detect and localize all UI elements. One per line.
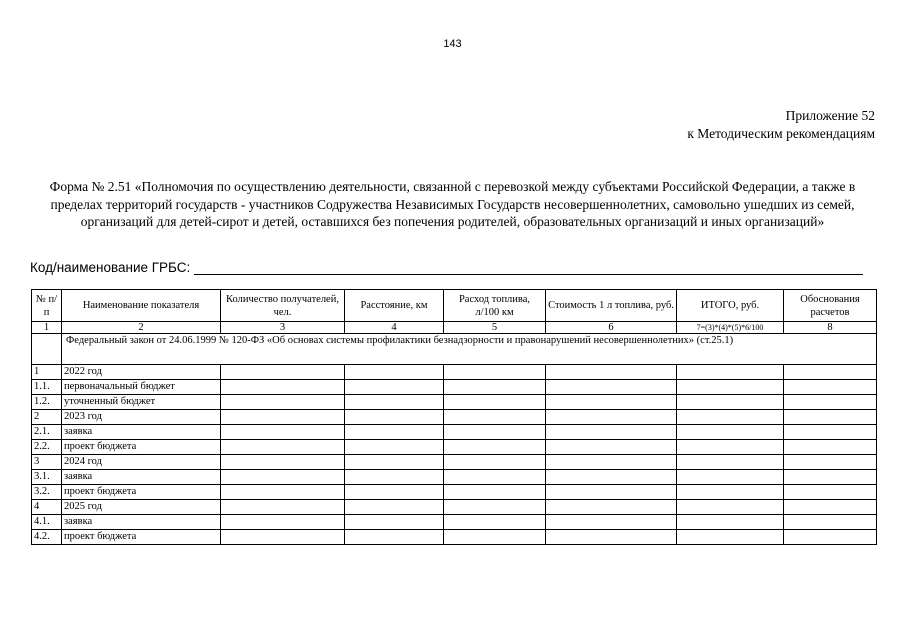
cell-distance[interactable] (345, 515, 444, 530)
cell-total[interactable] (677, 530, 784, 545)
form-table (31, 289, 877, 545)
cell-justification[interactable] (784, 425, 877, 440)
row-number: 3.2. (32, 485, 62, 500)
cell-total[interactable] (677, 485, 784, 500)
table-row (32, 500, 877, 515)
cell-fuel-consumption[interactable] (444, 500, 546, 515)
row-name: заявка (62, 470, 221, 485)
cell-recipients[interactable] (221, 380, 345, 395)
cell-justification[interactable] (784, 410, 877, 425)
cell-fuel-cost[interactable] (546, 485, 677, 500)
row-name: 2025 год (62, 500, 221, 515)
row-number: 1.2. (32, 395, 62, 410)
cell-justification[interactable] (784, 380, 877, 395)
cell-fuel-consumption[interactable] (444, 530, 546, 545)
row-number: 1.1. (32, 380, 62, 395)
table-row (32, 485, 877, 500)
table-row (32, 365, 877, 380)
table-row (32, 380, 877, 395)
column-number: 6 (546, 322, 677, 334)
cell-justification[interactable] (784, 485, 877, 500)
cell-fuel-consumption[interactable] (444, 470, 546, 485)
cell-distance[interactable] (345, 410, 444, 425)
cell-distance[interactable] (345, 500, 444, 515)
row-number: 2 (32, 410, 62, 425)
header-distance: Расстояние, км (345, 290, 444, 322)
row-name: проект бюджета (62, 485, 221, 500)
law-row (32, 334, 877, 365)
cell-fuel-cost[interactable] (546, 380, 677, 395)
row-name: заявка (62, 425, 221, 440)
cell-justification[interactable] (784, 470, 877, 485)
header-total: ИТОГО, руб. (677, 290, 784, 322)
table-row (32, 515, 877, 530)
cell-fuel-cost[interactable] (546, 440, 677, 455)
form-title: Форма № 2.51 «Полномочия по осуществлению деятельности, связанной с перевозкой между субъектами Российской Федерации, а также в пределах территорий государств - участников Содружества Независимых Государств несовершеннолетних, самовольно ушедших из семей, организаций для детей-сирот и детей, оставшихся без попечения родителей, образовательных организаций и иных организаций» (49, 179, 856, 229)
cell-recipients[interactable] (221, 485, 345, 500)
table-row (32, 410, 877, 425)
cell-total[interactable] (677, 455, 784, 470)
cell-fuel-consumption[interactable] (444, 365, 546, 380)
row-name: 2024 год (62, 455, 221, 470)
header-justification: Обоснования расчетов (784, 290, 877, 322)
table-row (32, 440, 877, 455)
row-number: 4 (32, 500, 62, 515)
cell-fuel-cost[interactable] (546, 515, 677, 530)
row-name: 2023 год (62, 410, 221, 425)
header-indicator-name: Наименование показателя (62, 290, 221, 322)
cell-fuel-consumption[interactable] (444, 440, 546, 455)
header-fuel-cost: Стоимость 1 л топлива, руб. (546, 290, 677, 322)
grbs-field (30, 260, 863, 275)
cell-total[interactable] (677, 410, 784, 425)
table-row (32, 425, 877, 440)
cell-fuel-cost[interactable] (546, 410, 677, 425)
row-number: 4.1. (32, 515, 62, 530)
cell-distance[interactable] (345, 365, 444, 380)
cell-justification[interactable] (784, 500, 877, 515)
law-row-no-cell (32, 334, 62, 365)
cell-distance[interactable] (345, 395, 444, 410)
cell-justification[interactable] (784, 440, 877, 455)
cell-fuel-consumption[interactable] (444, 425, 546, 440)
column-number: 1 (32, 322, 62, 334)
cell-distance[interactable] (345, 425, 444, 440)
cell-recipients[interactable] (221, 515, 345, 530)
row-name: проект бюджета (62, 530, 221, 545)
cell-fuel-cost[interactable] (546, 395, 677, 410)
row-number: 3 (32, 455, 62, 470)
appendix-line-1: Приложение 52 (785, 108, 875, 123)
cell-fuel-cost[interactable] (546, 365, 677, 380)
law-reference: Федеральный закон от 24.06.1999 № 120-ФЗ «Об основах системы профилактики безнадзорности и правонарушений несовершеннолетних» (ст.25.1) (62, 334, 877, 365)
table-row (32, 530, 877, 545)
column-number: 4 (345, 322, 444, 334)
appendix-line-2: к Методическим рекомендациям (687, 126, 875, 141)
cell-recipients[interactable] (221, 500, 345, 515)
cell-fuel-cost[interactable] (546, 470, 677, 485)
table-row (32, 455, 877, 470)
cell-fuel-cost[interactable] (546, 425, 677, 440)
cell-total[interactable] (677, 425, 784, 440)
header-fuel-consumption: Расход топлива, л/100 км (444, 290, 546, 322)
cell-recipients[interactable] (221, 425, 345, 440)
row-number: 4.2. (32, 530, 62, 545)
column-number: 7=(3)*(4)*(5)*6/100 (677, 322, 784, 334)
cell-total[interactable] (677, 365, 784, 380)
column-number: 2 (62, 322, 221, 334)
cell-total[interactable] (677, 395, 784, 410)
grbs-underline (194, 260, 863, 275)
cell-distance[interactable] (345, 440, 444, 455)
column-number-row (32, 322, 877, 334)
cell-total[interactable] (677, 515, 784, 530)
cell-fuel-consumption[interactable] (444, 485, 546, 500)
cell-total[interactable] (677, 380, 784, 395)
cell-recipients[interactable] (221, 410, 345, 425)
table-row (32, 395, 877, 410)
row-name: проект бюджета (62, 440, 221, 455)
cell-justification[interactable] (784, 455, 877, 470)
cell-fuel-cost[interactable] (546, 500, 677, 515)
cell-fuel-consumption[interactable] (444, 395, 546, 410)
cell-distance[interactable] (345, 380, 444, 395)
cell-recipients[interactable] (221, 530, 345, 545)
cell-recipients[interactable] (221, 440, 345, 455)
header-no: № п/п (32, 290, 62, 322)
header-recipients-count: Количество получателей, чел. (221, 290, 345, 322)
cell-recipients[interactable] (221, 470, 345, 485)
cell-fuel-cost[interactable] (546, 455, 677, 470)
cell-recipients[interactable] (221, 455, 345, 470)
row-name: заявка (62, 515, 221, 530)
cell-fuel-consumption[interactable] (444, 515, 546, 530)
cell-justification[interactable] (784, 395, 877, 410)
column-number: 8 (784, 322, 877, 334)
cell-distance[interactable] (345, 455, 444, 470)
header-row (32, 290, 877, 322)
cell-fuel-cost[interactable] (546, 530, 677, 545)
cell-justification[interactable] (784, 530, 877, 545)
row-name: первоначальный бюджет (62, 380, 221, 395)
page-number: 143 (443, 38, 462, 50)
cell-recipients[interactable] (221, 365, 345, 380)
row-number: 2.1. (32, 425, 62, 440)
row-name: уточненный бюджет (62, 395, 221, 410)
column-number: 3 (221, 322, 345, 334)
column-number: 5 (444, 322, 546, 334)
row-number: 3.1. (32, 470, 62, 485)
cell-distance[interactable] (345, 470, 444, 485)
cell-fuel-consumption[interactable] (444, 455, 546, 470)
cell-total[interactable] (677, 440, 784, 455)
appendix-reference (687, 107, 875, 143)
cell-total[interactable] (677, 470, 784, 485)
cell-fuel-consumption[interactable] (444, 380, 546, 395)
row-number: 2.2. (32, 440, 62, 455)
cell-total[interactable] (677, 500, 784, 515)
row-name: 2022 год (62, 365, 221, 380)
cell-distance[interactable] (345, 485, 444, 500)
cell-recipients[interactable] (221, 395, 345, 410)
grbs-label: Код/наименование ГРБС: (30, 260, 191, 275)
row-number: 1 (32, 365, 62, 380)
cell-fuel-consumption[interactable] (444, 410, 546, 425)
cell-justification[interactable] (784, 365, 877, 380)
cell-justification[interactable] (784, 515, 877, 530)
cell-distance[interactable] (345, 530, 444, 545)
table-row (32, 470, 877, 485)
